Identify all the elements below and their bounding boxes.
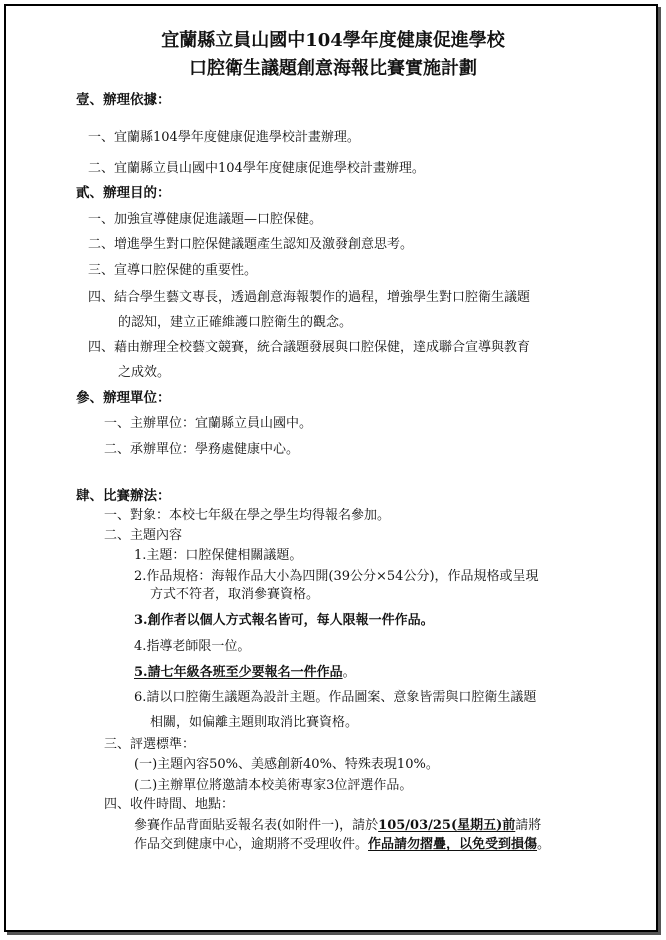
rule-theme-item-emphasis: 3.創作者以個人方式報名皆可，每人限報一件作品。 xyxy=(134,613,434,628)
deadline-date: 105/03/25(星期五)前 xyxy=(378,818,516,833)
section-heading-basis: 壹、辦理依據： xyxy=(76,92,171,108)
rule-target: 一、對象：本校七年級在學之學生均得報名參加。 xyxy=(104,508,391,523)
document-title-line2: 口腔衛生議題創意海報比賽實施計劃 xyxy=(189,58,477,79)
document-title-line1: 宜蘭縣立員山國中104學年度健康促進學校 xyxy=(161,30,505,51)
list-item: 二、宜蘭縣立員山國中104學年度健康促進學校計畫辦理。 xyxy=(88,161,425,176)
deadline-warning: 作品請勿摺疊，以免受到損傷 xyxy=(368,837,538,852)
rule-deadline-heading: 四、收件時間、地點： xyxy=(104,797,235,812)
rule-criteria-item: (二)主辦單位將邀請本校美術專家3位評選作品。 xyxy=(134,778,413,793)
rule-theme-item: 4.指導老師限一位。 xyxy=(134,639,251,654)
rule-deadline-line xyxy=(134,818,541,834)
list-item: 四、藉由辦理全校藝文競賽，統合議題發展與口腔保健，達成聯合宣導與教育 xyxy=(88,340,531,355)
punctuation: 。 xyxy=(342,665,356,680)
deadline-text: 請將 xyxy=(515,818,542,833)
rule-theme-item: 1.主題：口腔保健相關議題。 xyxy=(134,548,303,563)
section-heading-organizers: 參、辦理單位： xyxy=(76,390,171,406)
rule-criteria-heading: 三、評選標準： xyxy=(104,737,196,752)
rule-deadline-line xyxy=(134,837,550,853)
list-item-continuation: 之成效。 xyxy=(118,365,171,380)
deadline-text: 作品交到健康中心，逾期將不受理收件。 xyxy=(134,837,369,852)
list-item: 二、承辦單位：學務處健康中心。 xyxy=(104,442,300,457)
punctuation: 。 xyxy=(537,837,551,852)
rule-theme-item-emphasis xyxy=(134,665,356,681)
rule-theme-item-continuation: 相關，如偏離主題則取消比賽資格。 xyxy=(150,715,359,730)
rule-theme-item: 6.請以口腔衛生議題為設計主題。作品圖案、意象皆需與口腔衛生議題 xyxy=(134,690,537,705)
rule-theme-heading: 二、主題內容 xyxy=(104,528,183,543)
list-item-continuation: 的認知，建立正確維護口腔衛生的觀念。 xyxy=(118,315,353,330)
list-item: 一、加強宣導健康促進議題—口腔保健。 xyxy=(88,212,323,227)
list-item: 一、主辦單位：宜蘭縣立員山國中。 xyxy=(104,416,313,431)
rule-theme-item-continuation: 方式不符者，取消參賽資格。 xyxy=(150,587,320,602)
list-item: 三、宣導口腔保健的重要性。 xyxy=(88,263,258,278)
section-heading-purpose: 貳、辦理目的： xyxy=(76,185,171,201)
rule-criteria-item: (一)主題內容50%、美感創新40%、特殊表現10%。 xyxy=(134,757,439,772)
deadline-text: 參賽作品背面貼妥報名表(如附件一)，請於 xyxy=(134,818,379,833)
list-item: 四、結合學生藝文專長，透過創意海報製作的過程，增強學生對口腔衛生議題 xyxy=(88,290,531,305)
class-requirement: 5.請七年級各班至少要報名一件作品 xyxy=(134,665,343,680)
list-item: 一、宜蘭縣104學年度健康促進學校計畫辦理。 xyxy=(88,130,360,145)
rule-theme-item: 2.作品規格：海報作品大小為四開(39公分×54公分)，作品規格或呈現 xyxy=(134,569,539,584)
list-item: 二、增進學生對口腔保健議題產生認知及激發創意思考。 xyxy=(88,237,414,252)
section-heading-rules: 肆、比賽辦法： xyxy=(76,488,171,504)
